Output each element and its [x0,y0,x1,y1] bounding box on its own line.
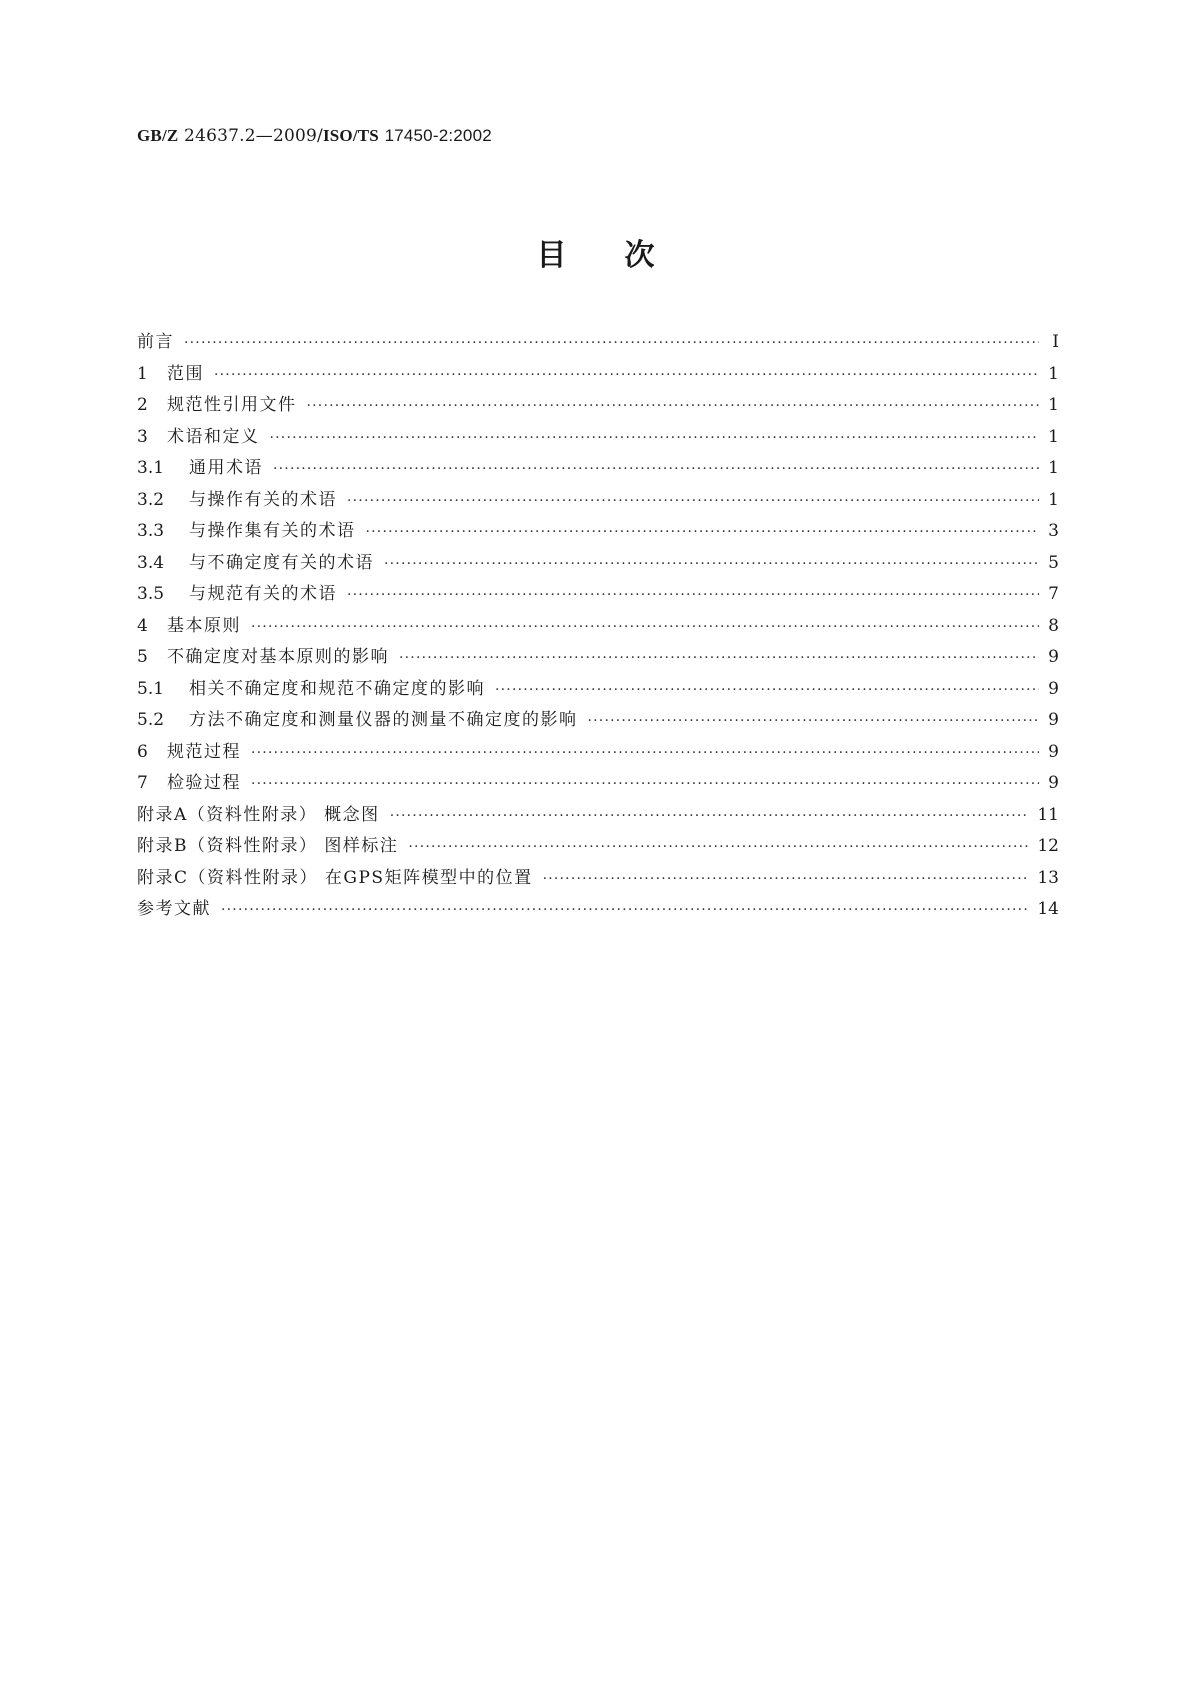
toc-leader-dots [270,430,1040,446]
toc-entry[interactable] [137,768,1059,800]
toc-entry[interactable] [137,485,1059,517]
toc-leader-dots [221,902,1029,918]
toc-entry-number: 6 [137,741,148,762]
toc-entry[interactable] [137,737,1059,769]
toc-entry-page: 8 [1048,615,1059,636]
toc-entry-title: 参考文献 [137,899,211,919]
document-header [137,126,492,146]
toc-entry-page: 14 [1037,899,1059,919]
toc-entry-number: 1 [137,363,148,384]
toc-leader-dots [495,682,1039,698]
toc-entry-title: 不确定度对基本原则的影响 [167,647,389,667]
toc-entry[interactable] [137,705,1059,737]
standard-number: 24637.2—2009/ [184,126,323,146]
toc-leader-dots [543,871,1030,887]
toc-entry-title: 附录B（资料性附录） 图样标注 [137,836,399,856]
toc-entry-page: Ⅰ [1052,332,1059,352]
toc-entry-title: 方法不确定度和测量仪器的测量不确定度的影响 [189,710,578,730]
toc-leader-dots [384,556,1039,572]
toc-entry[interactable] [137,516,1059,548]
toc-entry-number: 3.2 [137,489,165,510]
toc-entry-title: 相关不确定度和规范不确定度的影响 [189,678,485,699]
toc-entry-number: 5 [137,647,148,667]
toc-leader-dots [588,713,1040,729]
toc-entry-number: 4 [137,615,148,636]
toc-entry-title: 与操作有关的术语 [189,489,337,510]
toc-entry-title: 附录A（资料性附录） 概念图 [137,804,380,825]
toc-entry[interactable] [137,831,1059,863]
toc-leader-dots [273,461,1039,477]
toc-entry[interactable] [137,800,1059,832]
toc-entry-title: 规范过程 [167,741,241,762]
toc-entry[interactable] [137,642,1059,674]
toc-entry-title: 通用术语 [189,458,263,478]
toc-leader-dots [251,776,1039,792]
toc-entry-title: 范围 [167,363,204,384]
toc-entry[interactable] [137,327,1059,359]
toc-leader-dots [347,587,1039,603]
toc-leader-dots [347,493,1039,509]
toc-entry-title: 前言 [137,332,174,352]
toc-entry-number: 3.4 [137,552,165,573]
toc-leader-dots [307,398,1040,414]
toc-entry[interactable] [137,359,1059,391]
toc-leader-dots [408,839,1029,855]
toc-leader-dots [366,524,1040,540]
toc-entry-page: 1 [1048,489,1059,510]
toc-entry-page: 1 [1048,363,1059,384]
toc-entry-number: 3.1 [137,458,165,478]
table-of-contents [137,327,1059,926]
toc-entry[interactable] [137,579,1059,611]
toc-entry[interactable] [137,422,1059,454]
standard-code: GB/Z [137,126,179,145]
page-title: 目次 [536,238,713,273]
toc-entry-title: 与操作集有关的术语 [189,521,356,541]
toc-entry-number: 3.3 [137,521,165,541]
iso-number: 17450-2:2002 [384,126,492,145]
toc-entry[interactable] [137,548,1059,580]
toc-entry-page: 1 [1048,395,1059,415]
toc-entry-page: 9 [1048,678,1059,699]
toc-leader-dots [390,808,1030,824]
toc-entry-page: 11 [1037,804,1059,825]
toc-entry-page: 9 [1048,647,1059,667]
toc-entry[interactable] [137,390,1059,422]
toc-leader-dots [399,650,1039,666]
iso-code: ISO/TS [322,126,379,145]
toc-entry[interactable] [137,894,1059,926]
toc-entry-page: 9 [1048,741,1059,762]
toc-entry-page: 5 [1048,552,1059,573]
toc-entry-page: 1 [1048,458,1059,478]
toc-entry-page: 1 [1048,426,1059,447]
toc-entry-title: 与规范有关的术语 [189,584,337,604]
toc-entry-page: 12 [1037,836,1059,856]
toc-entry[interactable] [137,453,1059,485]
toc-leader-dots [214,367,1039,383]
toc-entry-number: 7 [137,773,148,793]
toc-entry-page: 13 [1037,867,1059,888]
toc-entry-number: 3 [137,426,148,447]
toc-entry-title: 附录C（资料性附录） 在GPS矩阵模型中的位置 [137,867,533,888]
toc-entry-title: 检验过程 [167,773,241,793]
toc-entry-number: 3.5 [137,584,165,604]
toc-entry-title: 基本原则 [167,615,241,636]
toc-entry[interactable] [137,674,1059,706]
toc-leader-dots [251,745,1039,761]
toc-entry-title: 与不确定度有关的术语 [189,552,374,573]
toc-entry-page: 3 [1048,521,1059,541]
toc-entry[interactable] [137,863,1059,895]
toc-entry-number: 2 [137,395,148,415]
toc-entry-page: 9 [1048,710,1059,730]
toc-entry-page: 9 [1048,773,1059,793]
toc-leader-dots [251,619,1039,635]
toc-entry-page: 7 [1048,584,1059,604]
toc-entry-number: 5.2 [137,710,165,730]
toc-entry-title: 术语和定义 [167,426,260,447]
toc-entry-number: 5.1 [137,678,165,699]
toc-leader-dots [184,335,1039,351]
toc-entry[interactable] [137,611,1059,643]
toc-entry-title: 规范性引用文件 [167,395,297,415]
